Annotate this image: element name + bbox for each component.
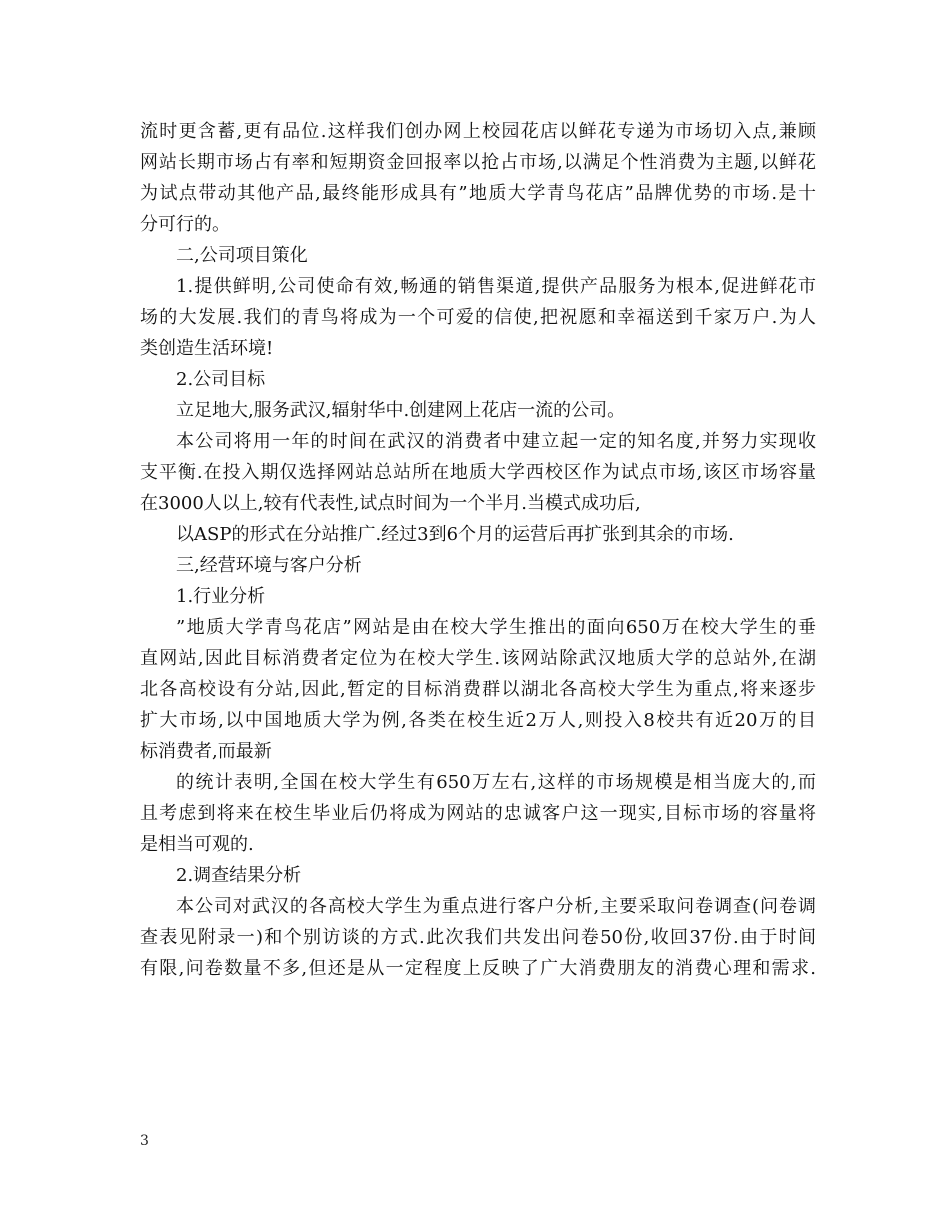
- text-line: 查表见附录一)和个别访谈的方式.此次我们共发出问卷50份,收回37份.由于时间: [140, 927, 816, 948]
- text-line: 网站长期市场占有率和短期资金回报率以抢占市场,以满足个性消费为主题,以鲜花: [140, 152, 816, 173]
- page-number: 3: [140, 1133, 149, 1149]
- text-line: 二,公司项目策化: [176, 245, 308, 266]
- text-line: 北各高校设有分站,因此,暂定的目标消费群以湖北各高校大学生为重点,将来逐步: [140, 679, 816, 700]
- text-line: 类创造生活环境!: [140, 338, 274, 359]
- text-line: 立足地大,服务武汉,辐射华中.创建网上花店一流的公司。: [176, 400, 626, 421]
- text-line: 1.提供鲜明,公司使命有效,畅通的销售渠道,提供产品服务为根本,促进鲜花市: [176, 276, 816, 297]
- text-line: 直网站,因此目标消费者定位为在校大学生.该网站除武汉地质大学的总站外,在湖: [140, 648, 816, 669]
- text-line: 为试点带动其他产品,最终能形成具有”地质大学青鸟花店”品牌优势的市场.是十: [140, 183, 816, 204]
- text-line: 有限,问卷数量不多,但还是从一定程度上反映了广大消费朋友的消费心理和需求.: [140, 958, 816, 979]
- text-line: 支平衡.在投入期仅选择网站总站所在地质大学西校区作为试点市场,该区市场容量: [140, 462, 816, 483]
- document-body: [140, 116, 816, 984]
- text-line: ”地质大学青鸟花店”网站是由在校大学生推出的面向650万在校大学生的垂: [176, 617, 816, 638]
- text-line: 场的大发展.我们的青鸟将成为一个可爱的信使,把祝愿和幸福送到千家万户.为人: [140, 307, 816, 328]
- text-line: 三,经营环境与客户分析: [176, 555, 362, 576]
- text-line: 2.调查结果分析: [176, 865, 302, 886]
- text-line: 2.公司目标: [176, 369, 266, 390]
- text-line: 扩大市场,以中国地质大学为例,各类在校生近2万人,则投入8校共有近20万的目: [140, 710, 816, 731]
- text-line: 本公司将用一年的时间在武汉的消费者中建立起一定的知名度,并努力实现收: [176, 431, 816, 452]
- text-line: 流时更含蓄,更有品位.这样我们创办网上校园花店以鲜花专递为市场切入点,兼顾: [140, 121, 816, 142]
- text-line: 的统计表明,全国在校大学生有650万左右,这样的市场规模是相当庞大的,而: [176, 772, 816, 793]
- text-line: 在3000人以上,较有代表性,试点时间为一个半月.当模式成功后,: [140, 493, 641, 514]
- text-line: 标消费者,而最新: [140, 741, 272, 762]
- text-line: 本公司对武汉的各高校大学生为重点进行客户分析,主要采取问卷调查(问卷调: [176, 896, 816, 917]
- text-line: 且考虑到将来在校生毕业后仍将成为网站的忠诚客户这一现实,目标市场的容量将: [140, 803, 816, 824]
- text-line: 1.行业分析: [176, 586, 266, 607]
- text-line: 是相当可观的.: [140, 834, 254, 855]
- text-line: 以ASP的形式在分站推广.经过3到6个月的运营后再扩张到其余的市场.: [176, 524, 734, 545]
- text-line: 分可行的。: [140, 214, 230, 235]
